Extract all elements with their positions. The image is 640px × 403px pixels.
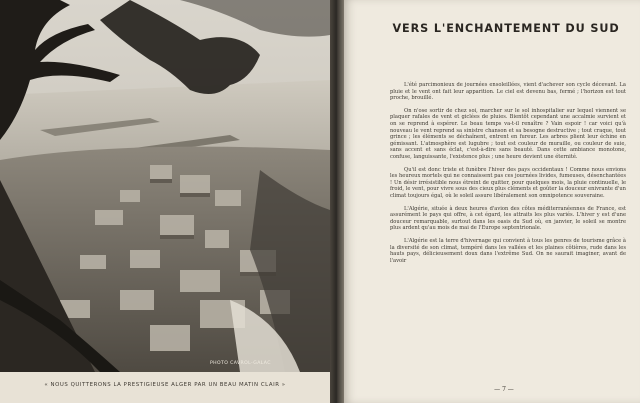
paragraph: On n'ose sortir de chez soi, marcher sur le sol inhospitalier sur lequel viennent se plaquer rafales de vent et giclées de pluies. Bientôt cependant une accalmie survient et on se reprend à espérer. Le beau temps va-t-il renaître ? Vain espoir ! car voici qu'à nouveau le vent reprend sa sinistre chanson et sa besogne destructive ; tout craque, tout grince ; les éléments se déchaînent, entrent en fureur. Les arbres plient leur échine en gémissant. L'atmosphère est lugubre ; tout est couleur de muraille, ou couleur de suie, sans accent et sans éclat, c'est-à-dire sans beauté. Dans cette ambiance monotone, confuse, languissante, l'existence plus ; une heure devient une éternité.	[390, 107, 626, 160]
page-number: — 7 —	[494, 386, 514, 393]
city-harbor-illustration	[0, 0, 330, 372]
paragraph: L'Algérie est la terre d'hivernage qui convient à tous les genres de tourisme grâce à la diversité de son climat, tempéré dans les vallées et les plaines côtières, rude dans les hauts pays, délicieusement doux dans l'extrême Sud. On ne saurait imaginer, avant de l'avoir	[390, 238, 626, 264]
paragraph: L'Algérie, située à deux heures d'avion des côtes méditerranéennes de France, est assurément le pays qui offre, à cet égard, les attraits les plus variés. L'hiver y est d'une douceur remarquable, surtout dans les oasis du Sud où, en janvier, le soleil se montre plus ardent qu'au mois de mai de l'Europe septentrionale.	[390, 205, 626, 232]
paragraph: Qu'il est donc triste et funèbre l'hiver des pays occidentaux ! Comme nous envions les heureux mortels qui ne connaissent pas ces journées livides, fumeuses, désenchantées ! Un désir irrésistible nous étreint de quitter, pour quelques mois, la pluie continuelle, le froid, le vent, pour vivre sous des cieux plus cléments et goûter la douceur enivrante d'un climat toujours égal, où le soleil assure libéralement son omnipotence souveraine.	[390, 166, 626, 199]
photo-credit: PHOTO CAVROL-GALAC	[210, 361, 271, 366]
book-gutter	[330, 0, 344, 403]
city-harbor-photo	[0, 0, 330, 372]
article-body	[390, 82, 626, 271]
paragraph: L'été parcimonieux de journées ensoleillées, vient d'achever son cycle décevant. La pluie et le vent ont fait leur apparition. Le ciel est devenu bas, fermé ; l'horizon est tout proche, brouillé.	[390, 82, 626, 102]
right-page	[344, 0, 640, 403]
photo-caption: « NOUS QUITTERONS LA PRESTIGIEUSE ALGER PAR UN BEAU MATIN CLAIR »	[44, 382, 286, 388]
article-title: VERS L'ENCHANTEMENT DU SUD	[392, 22, 620, 35]
